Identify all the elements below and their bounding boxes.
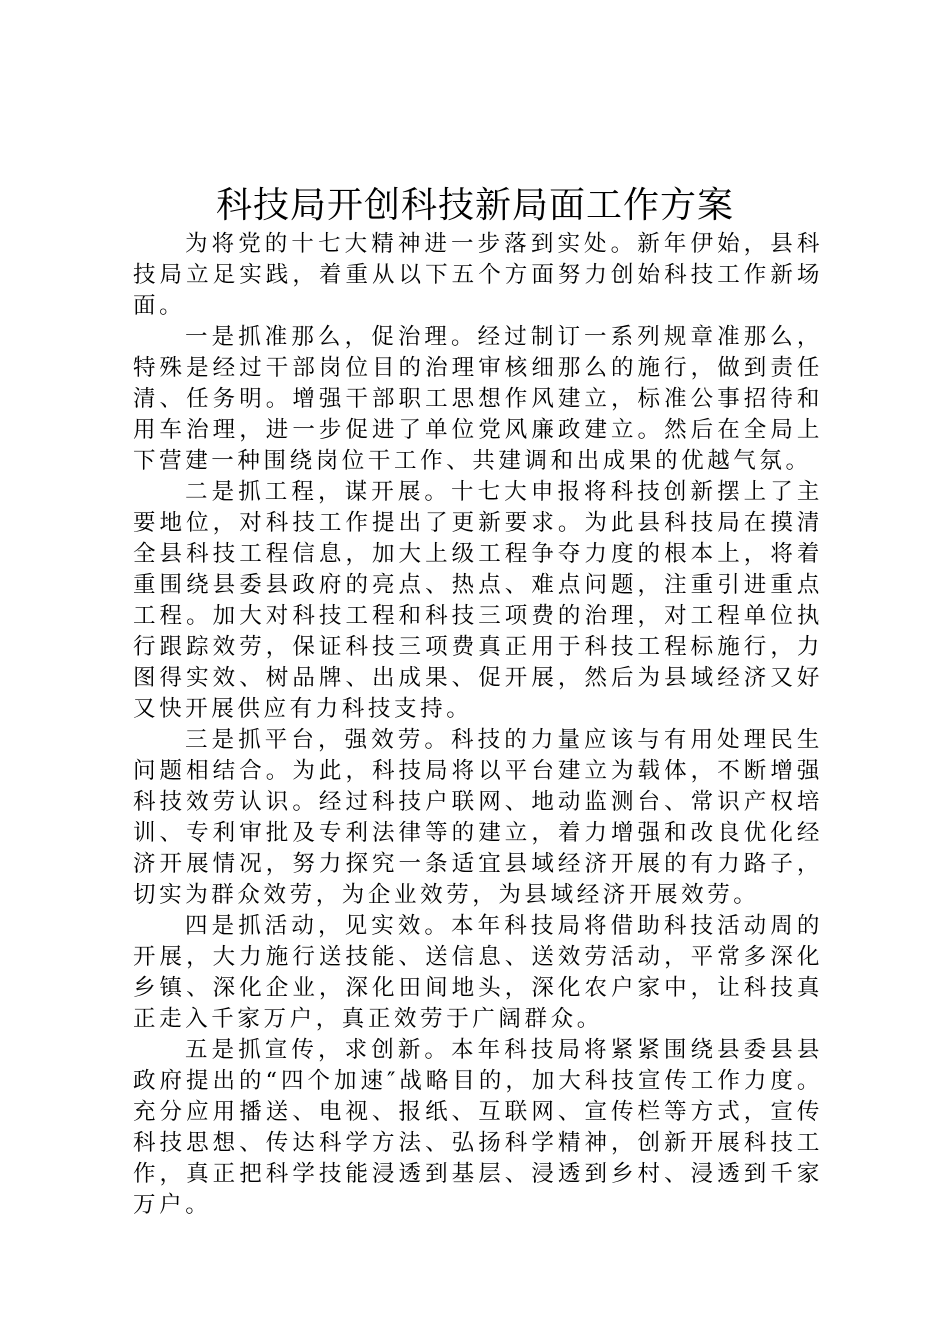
paragraph-four: 四是抓活动，见实效。本年科技局将借助科技活动周的开展，大力施行送技能、送信息、送效劳活动，平常多深化乡镇、深化企业，深化田间地头，深化农户家中，让科技真正走入千家万户，真正效劳于广阔群众。 [133, 913, 823, 1032]
document-title: 科技局开创科技新局面工作方案 [215, 185, 734, 226]
paragraph-five: 五是抓宣传，求创新。本年科技局将紧紧围绕县委县县政府提出的“四个加速″战略目的，加大科技宣传工作力度。充分应用播送、电视、报纸、互联网、宣传栏等方式，宣传科技思想、传达科学方法、弘扬科学精神，创新开展科技工作，真正把科学技能浸透到基层、浸透到乡村、浸透到千家万户。 [133, 1037, 823, 1218]
paragraph-intro: 为将党的十七大精神进一步落到实处。新年伊始，县科技局立足实践，着重从以下五个方面努力创始科技工作新场面。 [133, 231, 823, 319]
paragraph-two: 二是抓工程，谋开展。十七大申报将科技创新摆上了主要地位，对科技工作提出了更新要求。为此县科技局在摸清全县科技工程信息，加大上级工程争夺力度的根本上，将着重围绕县委县政府的亮点、热点、难点问题，注重引进重点工程。加大对科技工程和科技三项费的治理，对工程单位执行跟踪效劳，保证科技三项费真正用于科技工程标施行，力图得实效、树品牌、出成果、促开展，然后为县域经济又好又快开展供应有力科技支持。 [133, 479, 823, 722]
document-body [133, 229, 823, 1221]
paragraph-three: 三是抓平台，强效劳。科技的力量应该与有用处理民生问题相结合。为此，科技局将以平台建立为载体，不断增强科技效劳认识。经过科技户联网、地动监测台、常识产权培训、专利审批及专利法律等的建立，着力增强和改良优化经济开展情况，努力探究一条适宜县域经济开展的有力路子，切实为群众效劳，为企业效劳，为县域经济开展效劳。 [133, 727, 823, 908]
paragraph-one: 一是抓准那么，促治理。经过制订一系列规章准那么，特殊是经过干部岗位目的治理审核细那么的施行，做到责任清、任务明。增强干部职工思想作风建立，标准公事招待和用车治理，进一步促进了单位党风廉政建立。然后在全局上下营建一种围绕岗位干工作、共建调和出成果的优越气氛。 [133, 324, 823, 474]
